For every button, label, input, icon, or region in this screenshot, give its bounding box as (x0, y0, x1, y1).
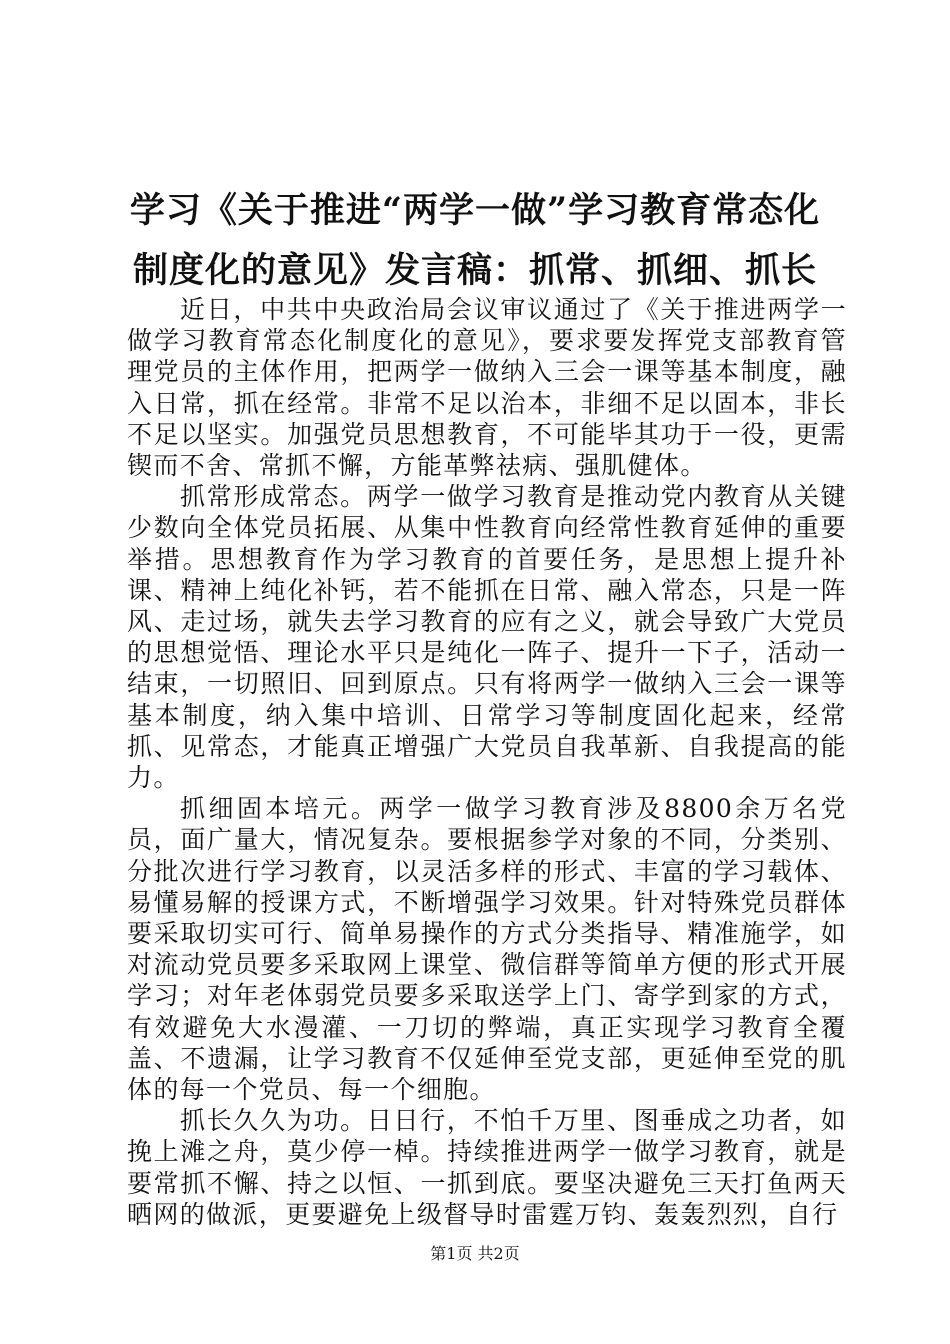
paragraph-detail: 抓细固本培元。两学一做学习教育涉及8800余万名党员，面广量大，情况复杂。要根据参学对象的不同，分类别、分批次进行学习教育，以灵活多样的形式、丰富的学习载体、易懂易解的授课方式，不断增强学习效果。针对特殊党员群体要采取切实可行、简单易操作的方式分类指导、精准施学，如对流动党员要多采取网上课堂、微信群等简单方便的形式开展学习；对年老体弱党员要多采取送学上门、寄学到家的方式，有效避免大水漫灌、一刀切的弊端，真正实现学习教育全覆盖、不遗漏，让学习教育不仅延伸至党支部，更延伸至党的肌体的每一个党员、每一个细胞。 (127, 794, 847, 1105)
document-title-line-2: 制度化的意见》发言稿：抓常、抓细、抓长 (132, 250, 817, 291)
document-title-line-1: 学习《关于推进“两学一做”学习教育常态化 (129, 190, 821, 231)
paragraph-regular: 抓常形成常态。两学一做学习教育是推动党内教育从关键少数向全体党员拓展、从集中性教育向经常性教育延伸的重要举措。思想教育作为学习教育的首要任务，是思想上提升补课、精神上纯化补钙，若不能抓在日常、融入常态，只是一阵风、走过场，就失去学习教育的应有之义，就会导致广大党员的思想觉悟、理论水平只是纯化一阵子、提升一下子，活动一结束，一切照旧、回到原点。只有将两学一做纳入三会一课等基本制度，纳入集中培训、日常学习等制度固化起来，经常抓、见常态，才能真正增强广大党员自我革新、自我提高的能力。 (127, 482, 847, 793)
paragraph-long-term: 抓长久久为功。日日行，不怕千万里、图垂成之功者，如挽上滩之舟，莫少停一棹。持续推进两学一做学习教育，就是要常抓不懈、持之以恒、一抓到底。要坚决避免三天打鱼两天晒网的做派，更要避免上级督导时雷霆万钧、轰轰烈烈，自行 (127, 1106, 847, 1229)
paragraph-intro: 近日，中共中央政治局会议审议通过了《关于推进两学一做学习教育常态化制度化的意见》，要求要发挥党支部教育管理党员的主体作用，把两学一做纳入三会一课等基本制度，融入日常，抓在经常。非常不足以治本，非细不足以固本，非长不足以坚实。加强党员思想教育，不可能毕其功于一役，更需锲而不舍、常抓不懈，方能革弊祛病、强肌健体。 (127, 295, 847, 481)
document-body (127, 294, 847, 1230)
page-number-footer: 第1页 共2页 (430, 1244, 520, 1263)
